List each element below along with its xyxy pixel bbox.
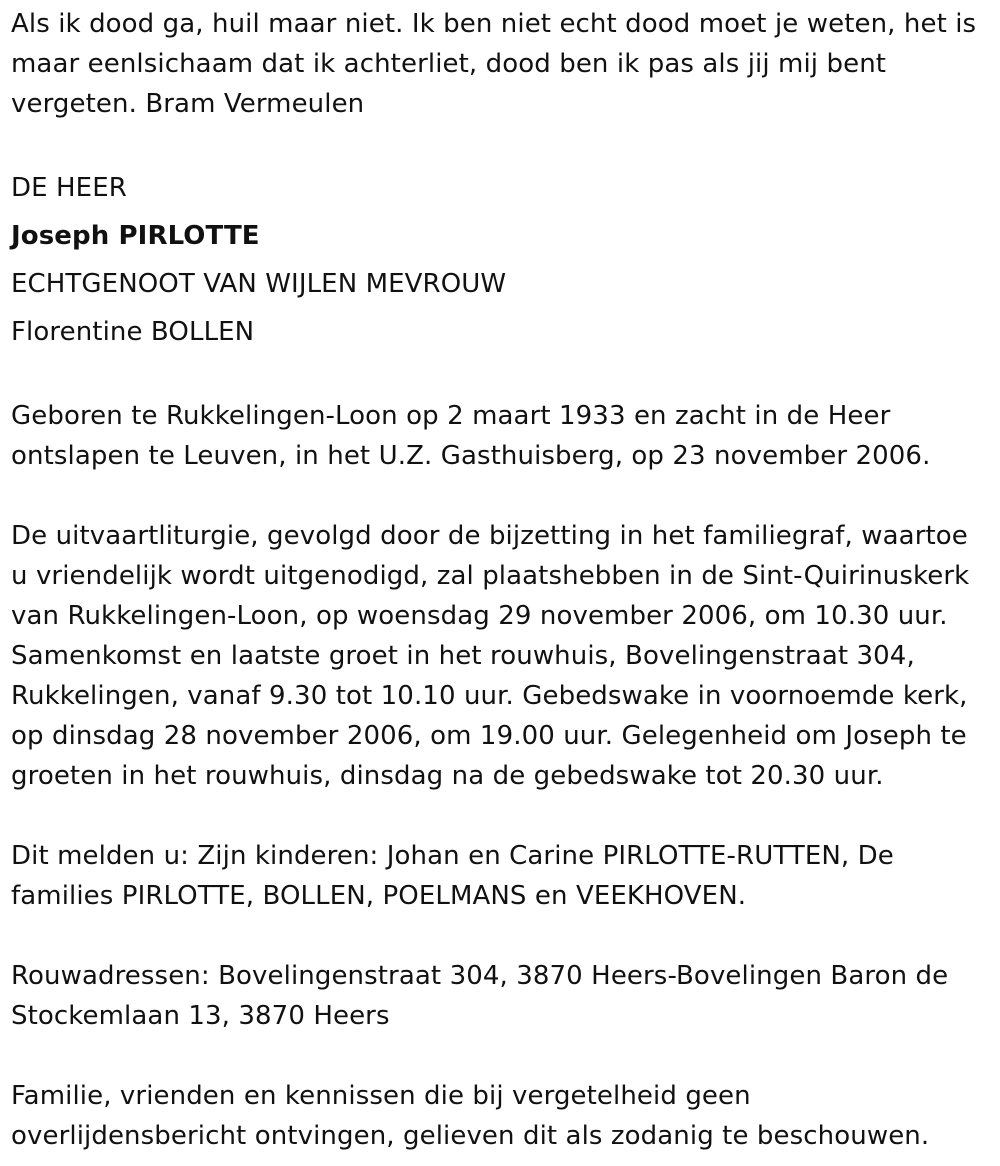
spouse-name: Florentine BOLLEN [11, 317, 255, 347]
liturgy-paragraph: De uitvaartliturgie, gevolgd door de bijzetting in het familiegraf, waartoe u vriendelijk wordt uitgenodigd, zal plaatshebben in de Sint-Quirinuskerk van Rukkelingen-Loon, op woensdag 29 november 2006, om 10.30 uur. Samenkomst en laatste groet in het rouwhuis, Bovelingenstraat 304, Rukkelingen, vanaf 9.30 tot 10.10 uur. Gebedswake in voornoemde kerk, op dinsdag 28 november 2006, om 19.00 uur. Gelegenheid om Joseph te groeten in het rouwhuis, dinsdag na de gebedswake tot 20.30 uur. [11, 521, 970, 791]
birth-death-paragraph: Geboren te Rukkelingen-Loon op 2 maart 1933 en zacht in de Heer ontslapen te Leuven, in het U.Z. Gasthuisberg, op 23 november 2006. [11, 401, 931, 471]
heading-block [11, 164, 993, 356]
addresses-paragraph: Rouwadressen: Bovelingenstraat 304, 3870 Heers-Bovelingen Baron de Stockemlaan 13, 3870 Heers [11, 961, 949, 1031]
announcers-paragraph: Dit melden u: Zijn kinderen: Johan en Carine PIRLOTTE-RUTTEN, De families PIRLOTTE, BOLLEN, POELMANS en VEEKHOVEN. [11, 841, 894, 911]
deceased-name: Joseph PIRLOTTE [11, 221, 260, 251]
title-prefix: DE HEER [11, 173, 127, 203]
spouse-line: ECHTGENOOT VAN WIJLEN MEVROUW [11, 269, 507, 299]
closing-paragraph: Familie, vrienden en kennissen die bij vergetelheid geen overlijdensbericht ontvingen, gelieven dit als zodanig te beschouwen. [11, 1081, 930, 1151]
quote-paragraph: Als ik dood ga, huil maar niet. Ik ben niet echt dood moet je weten, het is maar eenlsichaam dat ik achterliet, dood ben ik pas als jij mij bent vergeten. Bram Vermeulen [11, 9, 977, 119]
death-notice [11, 4, 993, 1156]
